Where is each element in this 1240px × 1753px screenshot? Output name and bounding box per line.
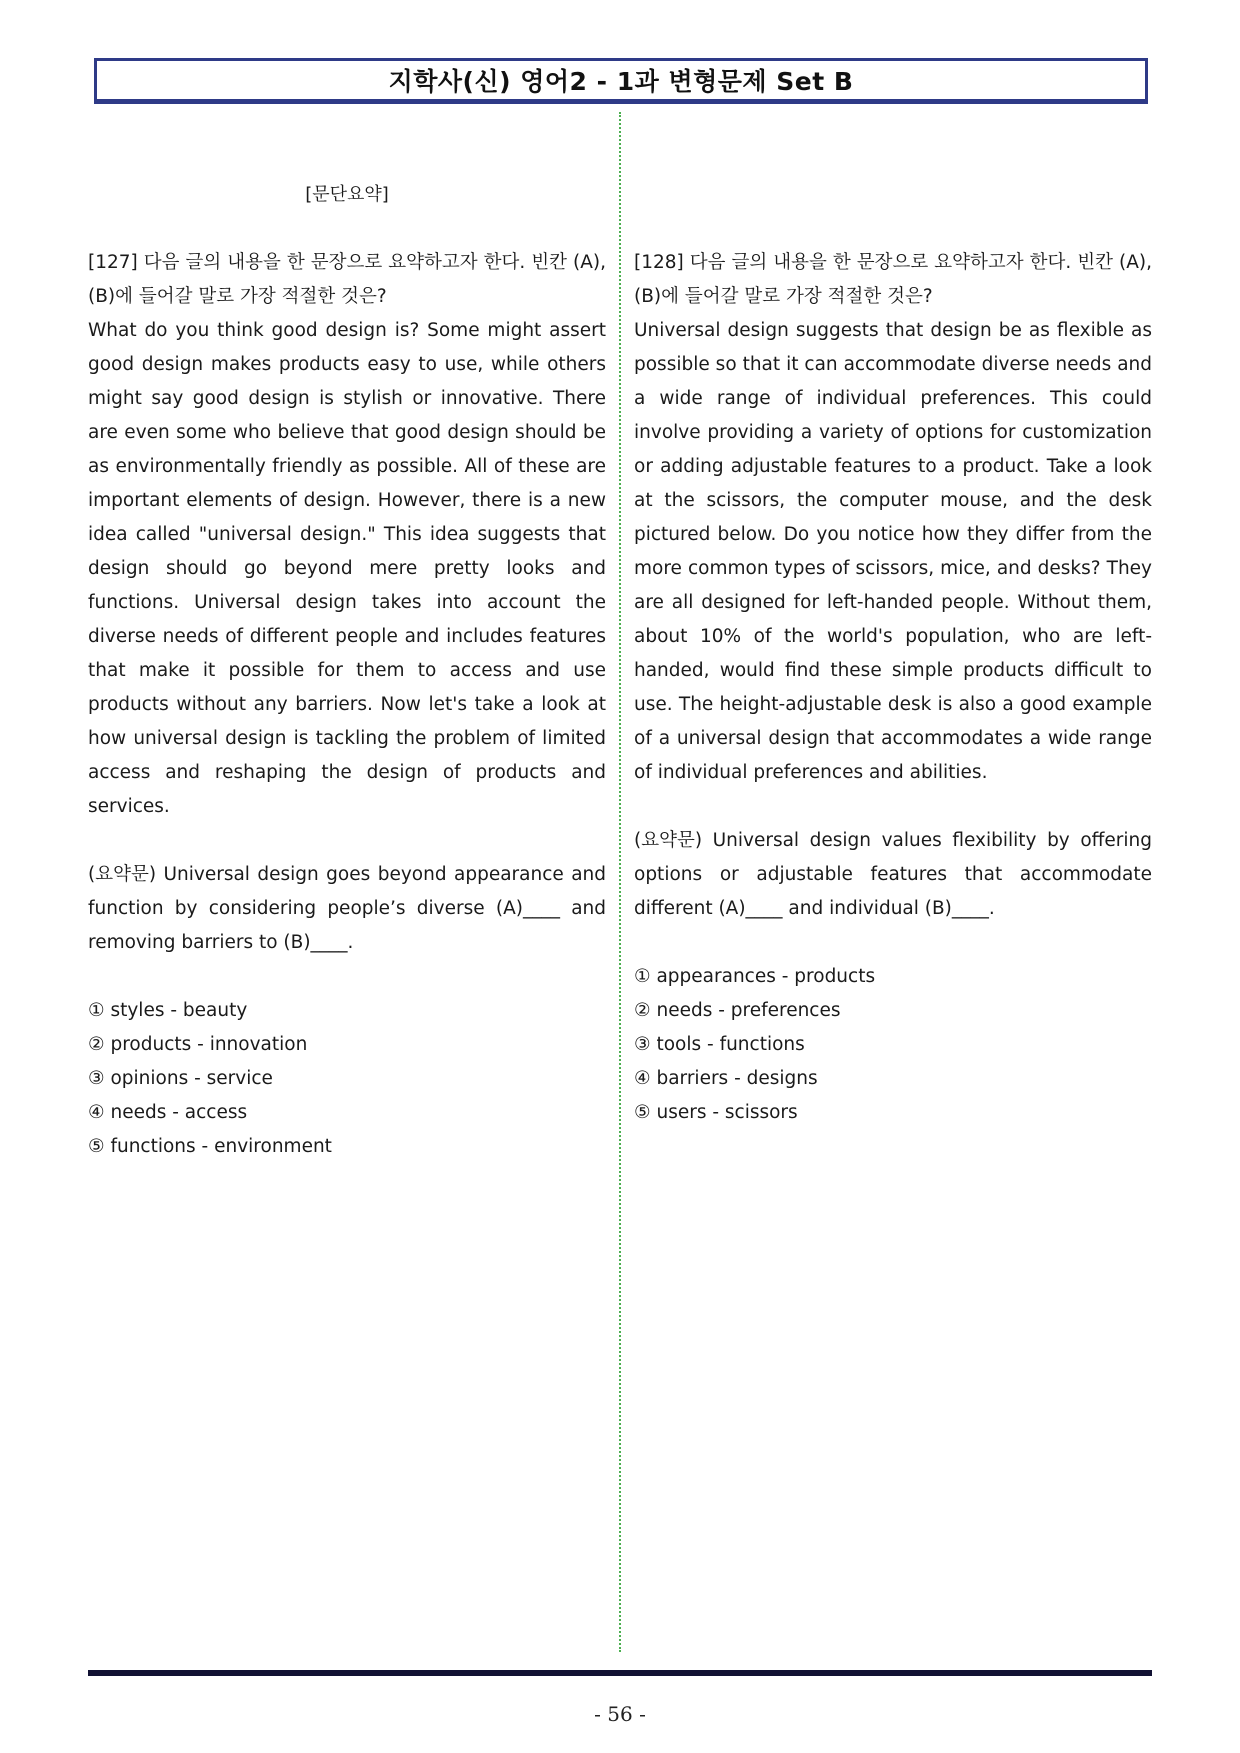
choice-1: ① appearances - products [634, 966, 876, 987]
question-128 [634, 246, 1152, 1130]
footer-rule [88, 1670, 1152, 1676]
choice-5: ⑤ users - scissors [634, 1102, 798, 1123]
choice-2: ② products - innovation [88, 1034, 308, 1055]
choice-1: ① styles - beauty [88, 1000, 248, 1021]
column-divider [619, 112, 621, 1652]
choice-3: ③ tools - functions [634, 1034, 805, 1055]
choice-4: ④ needs - access [88, 1102, 248, 1123]
choice-3: ③ opinions - service [88, 1068, 273, 1089]
question-passage: What do you think good design is? Some might assert good design makes products easy to use, while others might say good design is stylish or innovative. There are even some who believe that good design should be as environmentally friendly as possible. All of these are important elements of design. However, there is a new idea called "universal design." This idea suggests that design should go beyond mere pretty looks and functions. Universal design takes into account the diverse needs of different people and includes features that make it possible for them to access and use products without any barriers. Now let's take a look at how universal design is tackling the problem of limited access and reshaping the design of products and services. [88, 320, 606, 817]
page-title: 지학사(신) 영어2 - 1과 변형문제 Set B [388, 67, 854, 96]
question-passage: Universal design suggests that design be as flexible as possible so that it can accommodate diverse needs and a wide range of individual preferences. This could involve providing a variety of options for customization or adding adjustable features to a product. Take a look at the scissors, the computer mouse, and the desk pictured below. Do you notice how they differ from the more common types of scissors, mice, and desks? They are all designed for left-handed people. Without them, about 10% of the world's population, who are left-handed, would find these simple products difficult to use. The height-adjustable desk is also a good example of a universal design that accommodates a wide range of individual preferences and abilities. [634, 320, 1152, 783]
page-number: - 56 - [594, 1702, 646, 1726]
answer-choices [88, 994, 606, 1164]
choice-2: ② needs - preferences [634, 1000, 841, 1021]
page-header [94, 58, 1148, 104]
choice-5: ⑤ functions - environment [88, 1136, 332, 1157]
choice-4: ④ barriers - designs [634, 1068, 818, 1089]
question-summary: (요약문) Universal design values flexibility by offering options or adjustable features that accommodate different (A)____ and individual (B)____. [634, 830, 1152, 919]
answer-choices [634, 960, 1152, 1130]
section-label: [문단요약] [305, 184, 389, 205]
question-summary: (요약문) Universal design goes beyond appearance and function by considering people’s diverse (A)____ and removing barriers to (B)____. [88, 864, 606, 953]
question-127 [88, 246, 606, 1164]
question-head: [127] 다음 글의 내용을 한 문장으로 요약하고자 한다. 빈칸 (A),(B)에 들어갈 말로 가장 적절한 것은? [88, 252, 606, 307]
question-head: [128] 다음 글의 내용을 한 문장으로 요약하고자 한다. 빈칸 (A),(B)에 들어갈 말로 가장 적절한 것은? [634, 252, 1152, 307]
